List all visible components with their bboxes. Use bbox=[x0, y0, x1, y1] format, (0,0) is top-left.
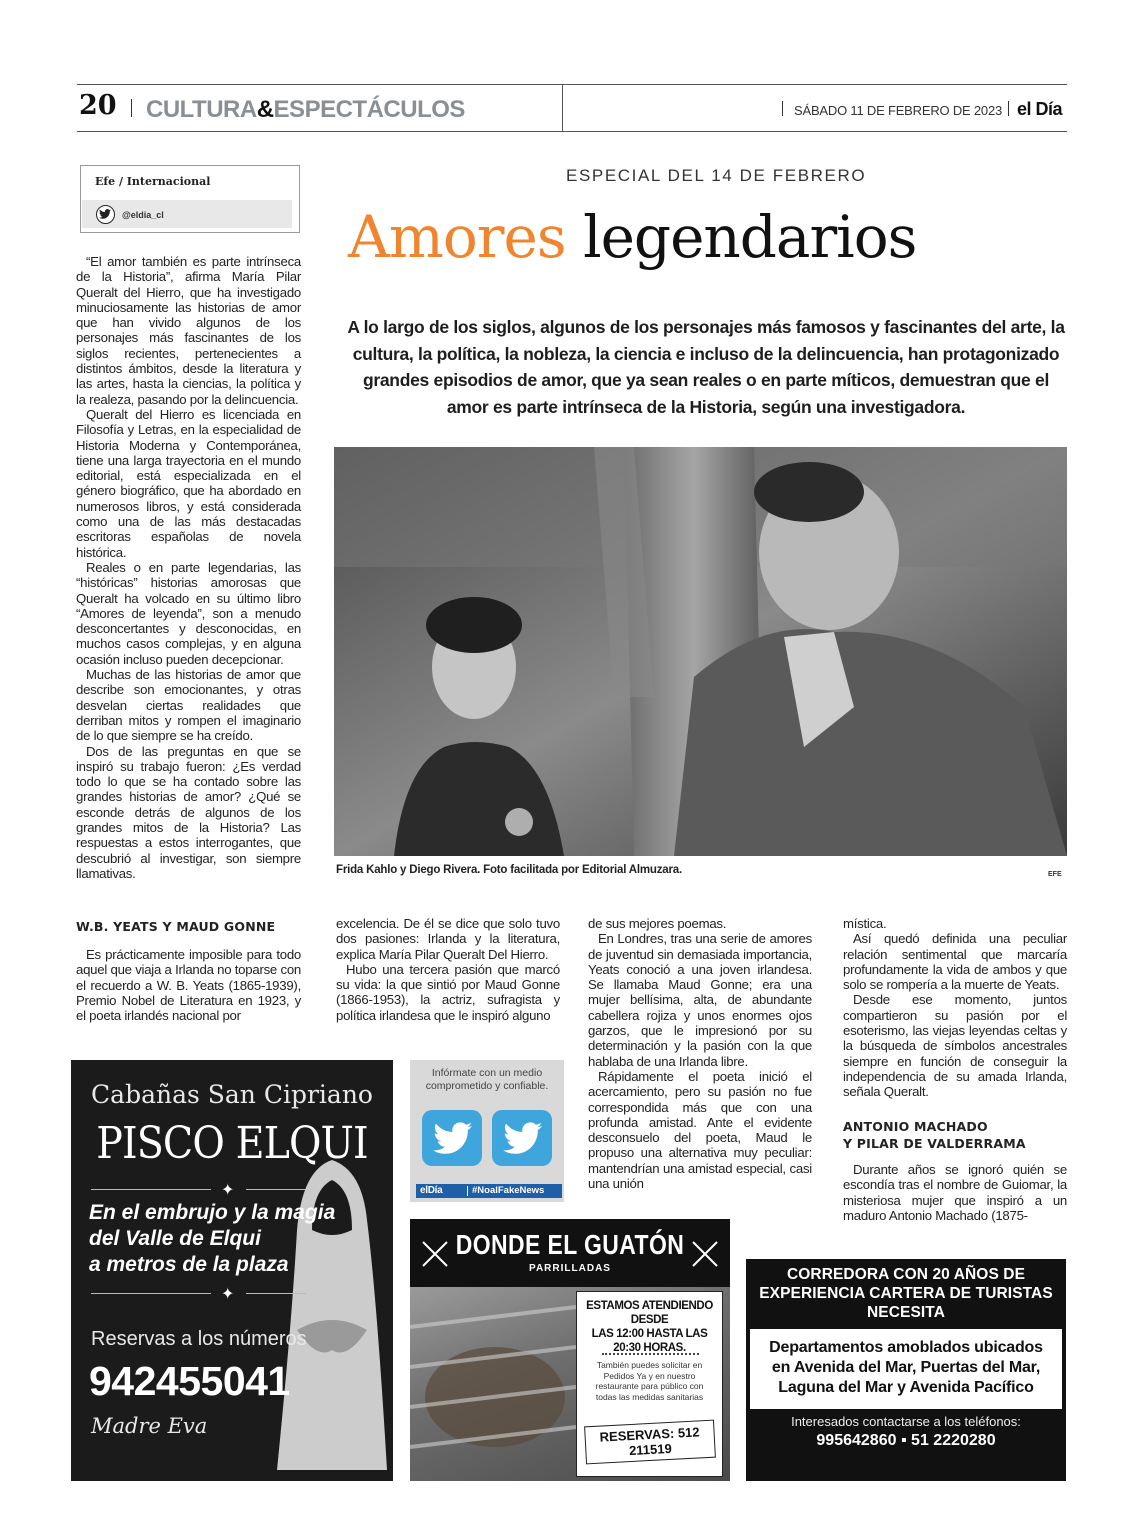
column-4 bbox=[843, 916, 1067, 1100]
headline: Amores legendarios bbox=[348, 203, 917, 271]
paragraph: Queralt del Hierro es licenciada en Filosofía y Letras, en la especialidad de Historia Moderna y Contemporánea, tiene una larga trayectoria en el mundo editorial, está especializada en el género biográfico, que ha abordado en numerosos libros, y está considerada como una de las más destacadas escritoras españolas de novela histórica. bbox=[76, 406, 301, 560]
header-tick bbox=[131, 99, 132, 117]
promo-footer bbox=[416, 1184, 562, 1198]
paragraph: de sus mejores poemas. bbox=[588, 916, 727, 931]
divider bbox=[246, 1189, 306, 1190]
paragraph: Es prácticamente imposible para todo aquel que viaja a Irlanda no toparse con el recuerdo a W. B. Yeats (1865-1939), Premio Nobel de Literatura en 1923, y el poeta irlandés nacional por bbox=[76, 947, 301, 1024]
header-rule-top bbox=[77, 84, 1067, 85]
photo-caption: Frida Kahlo y Diego Rivera. Foto facilitada por Editorial Almuzara. bbox=[336, 864, 682, 876]
paragraph: Así quedó definida una peculiar relación sentimental que marcaría profundamente la vida de ambos y que solo se rompería a la muerte de Yeats. bbox=[843, 931, 1067, 993]
twitter-icon[interactable] bbox=[422, 1110, 482, 1166]
star-icon: ✦ bbox=[221, 1286, 235, 1303]
paragraph: Rápidamente el poeta inició el acercamiento, pero su pasión no fue correspondida más que con una profunda amistad. Ante el evidente desconsuelo del poeta, Maud le propuso una alternativa muy peculiar: mantendrían una amistad especial, casi una unión bbox=[588, 1068, 812, 1192]
twitter-bird-icon bbox=[96, 205, 115, 224]
reservations-phone[interactable]: RESERVAS: 512 211519 bbox=[584, 1420, 716, 1465]
ad-headline: CORREDORA CON 20 AÑOS DE EXPERIENCIA CARTERA DE TURISTAS NECESITA bbox=[759, 1266, 1053, 1321]
contact-phones[interactable]: 995642860 ▪ 51 2220280 bbox=[816, 1432, 996, 1449]
subhead-yeats: W.B. YEATS Y MAUD GONNE bbox=[76, 919, 276, 934]
header-tick bbox=[1008, 101, 1009, 116]
social-handle: @eldia_cl bbox=[122, 210, 164, 220]
paragraph: Muchas de las historias de amor que describe son emocionantes, y otras desvelan ciertas realidades que derriban mitos y rompen el imaginario de lo que siempre se ha creído. bbox=[76, 667, 301, 744]
divider bbox=[91, 1189, 211, 1190]
column-1 bbox=[76, 254, 301, 881]
divider bbox=[246, 1293, 306, 1294]
paragraph: Desde ese momento, juntos compartieron su pasión por el esoterismo, las viejas leyendas celtas y la búsqueda de símbolos ancestrales siempre en función de conseguir la independencia de su amada Irlanda, señala Queralt. bbox=[843, 992, 1067, 1100]
ad-twitter-promo[interactable] bbox=[410, 1060, 564, 1202]
paragraph: Durante años se ignoró quién se escondía tras el nombre de Guiomar, la misteriosa mujer que inspiró a un maduro Antonio Machado (1875- bbox=[843, 1162, 1067, 1223]
delivery-info: También puedes solicitar en Pedidos Ya y en nuestro restaurante para público con todas las medidas sanitarias bbox=[595, 1360, 704, 1402]
ad-madre-eva: Madre Eva bbox=[91, 1414, 208, 1438]
header-tick bbox=[782, 101, 783, 116]
ad-reservas-label: Reservas a los números bbox=[91, 1328, 307, 1350]
restaurant-name: DONDE EL GUATÓN bbox=[455, 1229, 685, 1260]
page-number: 20 bbox=[79, 90, 117, 121]
byline-box bbox=[80, 165, 300, 233]
ad-donde-el-guaton[interactable] bbox=[410, 1219, 730, 1481]
paragraph: En Londres, tras una serie de amores de juventud sin demasiada importancia, Yeats conoció a una joven irlandesa. Se llamaba Maud Gonne; era una mujer bellísima, alta, de abundante cabellera rojiza y unos enormes ojos garzos, que le impresionó por su determinación y la pasión con la que hablaba de una Irlanda libre. bbox=[588, 931, 812, 1069]
paragraph: Hubo una tercera pasión que marcó su vida: la que sintió por Maud Gonne (1866-1953), la actriz, sufragista y política irlandesa que le inspiró alguno bbox=[336, 961, 560, 1023]
paragraph: “El amor también es parte intrínseca de la Historia”, afirma María Pilar Queralt del Hierro, que ha investigado minuciosamente las historias de amor que han vivido algunos de los personajes más fascinantes de los siglos recientes, pertenecientes a distintos ámbitos, desde la literatura y las artes, hasta la ciencias, la política y la realeza, pasando por la delincuencia. bbox=[76, 254, 301, 407]
article-photo bbox=[334, 447, 1067, 856]
header-divider bbox=[562, 84, 563, 131]
hours-panel bbox=[576, 1291, 723, 1477]
ad-corredora[interactable] bbox=[746, 1259, 1066, 1481]
column-2 bbox=[336, 916, 560, 1023]
byline-social bbox=[82, 200, 292, 228]
dotted-divider bbox=[602, 1353, 699, 1355]
ad-slogan: En el embrujo y la magia del Valle de Elqui a metros de la plaza bbox=[89, 1201, 336, 1276]
contact-label: Interesados contactarse a los teléfonos: bbox=[791, 1414, 1021, 1429]
promo-brand: elDía bbox=[420, 1185, 443, 1196]
hours-text: ESTAMOS ATENDIENDO DESDE LAS 12:00 HASTA LAS 20:30 HORAS. bbox=[586, 1300, 713, 1354]
ad-body: Departamentos amoblados ubicados en Avenida del Mar, Puertas del Mar, Laguna del Mar y Avenida Pacífico bbox=[750, 1329, 1062, 1409]
lead-paragraph: A lo largo de los siglos, algunos de los personajes más famosos y fascinantes del arte, la cultura, la política, la nobleza, la ciencia e incluso de la delincuencia, han protagonizado grandes episodios de amor, que ya sean reales o en parte míticos, demuestran que el amor es parte intrínseca de la Historia, según una investigadora. bbox=[347, 317, 1065, 417]
ad-cabanas-san-cipriano[interactable] bbox=[71, 1060, 393, 1481]
promo-message: Infórmate con un medio comprometido y confiable. bbox=[425, 1067, 549, 1092]
star-icon: ✦ bbox=[221, 1182, 235, 1199]
header-rule-bottom bbox=[77, 131, 1067, 132]
ad-brand: PISCO ELQUI bbox=[96, 1118, 368, 1169]
paragraph: Reales o en parte legendarias, las “históricas” historias amorosas que Queralt ha volcado en su último libro “Amores de leyenda”, son a menudo desconcertantes y desconocidas, en muchos casos complejas, y en alguna ocasión incluso pueden decepcionar. bbox=[76, 559, 301, 667]
byline-source: Efe / Internacional bbox=[95, 175, 211, 188]
paragraph: mística. bbox=[843, 916, 887, 931]
paragraph: excelencia. De él se dice que solo tuvo dos pasiones: Irlanda y la literatura, explica María Pilar Queralt Del Hierro. bbox=[336, 916, 560, 962]
restaurant-type: PARRILLADAS bbox=[529, 1263, 611, 1274]
promo-hashtag[interactable]: #NoalFakeNews bbox=[472, 1185, 545, 1196]
newspaper-brand: el Día bbox=[1017, 99, 1063, 119]
ad-phone[interactable]: 942455041 bbox=[89, 1358, 290, 1404]
column-4b bbox=[843, 1162, 1067, 1223]
section-title: CULTURA&ESPECTÁCULOS bbox=[146, 96, 465, 123]
ad-header bbox=[410, 1219, 730, 1287]
paragraph: Dos de las preguntas en que se inspiró su trabajo fueron: ¿Es verdad todo lo que se ha contado sobre las grandes historias de amor? ¿Qué se esconde detrás de algunos de los grandes mitos de la Historia? Las respuestas a estos interrogantes, que descubrió al investigar, son siempre llamativas. bbox=[76, 743, 301, 881]
edition-date: SÁBADO 11 DE FEBRERO DE 2023 bbox=[794, 103, 1003, 118]
divider bbox=[467, 1186, 468, 1196]
divider bbox=[91, 1293, 211, 1294]
subhead-machado: ANTONIO MACHADO Y PILAR DE VALDERRAMA bbox=[843, 1119, 1026, 1151]
ad-title: Cabañas San Cipriano bbox=[91, 1080, 373, 1109]
column-1b bbox=[76, 947, 301, 1023]
twitter-icon[interactable] bbox=[492, 1110, 552, 1166]
kicker: ESPECIAL DEL 14 DE FEBRERO bbox=[566, 166, 867, 185]
photo-credit: EFE bbox=[1048, 871, 1062, 878]
column-3 bbox=[588, 916, 812, 1191]
